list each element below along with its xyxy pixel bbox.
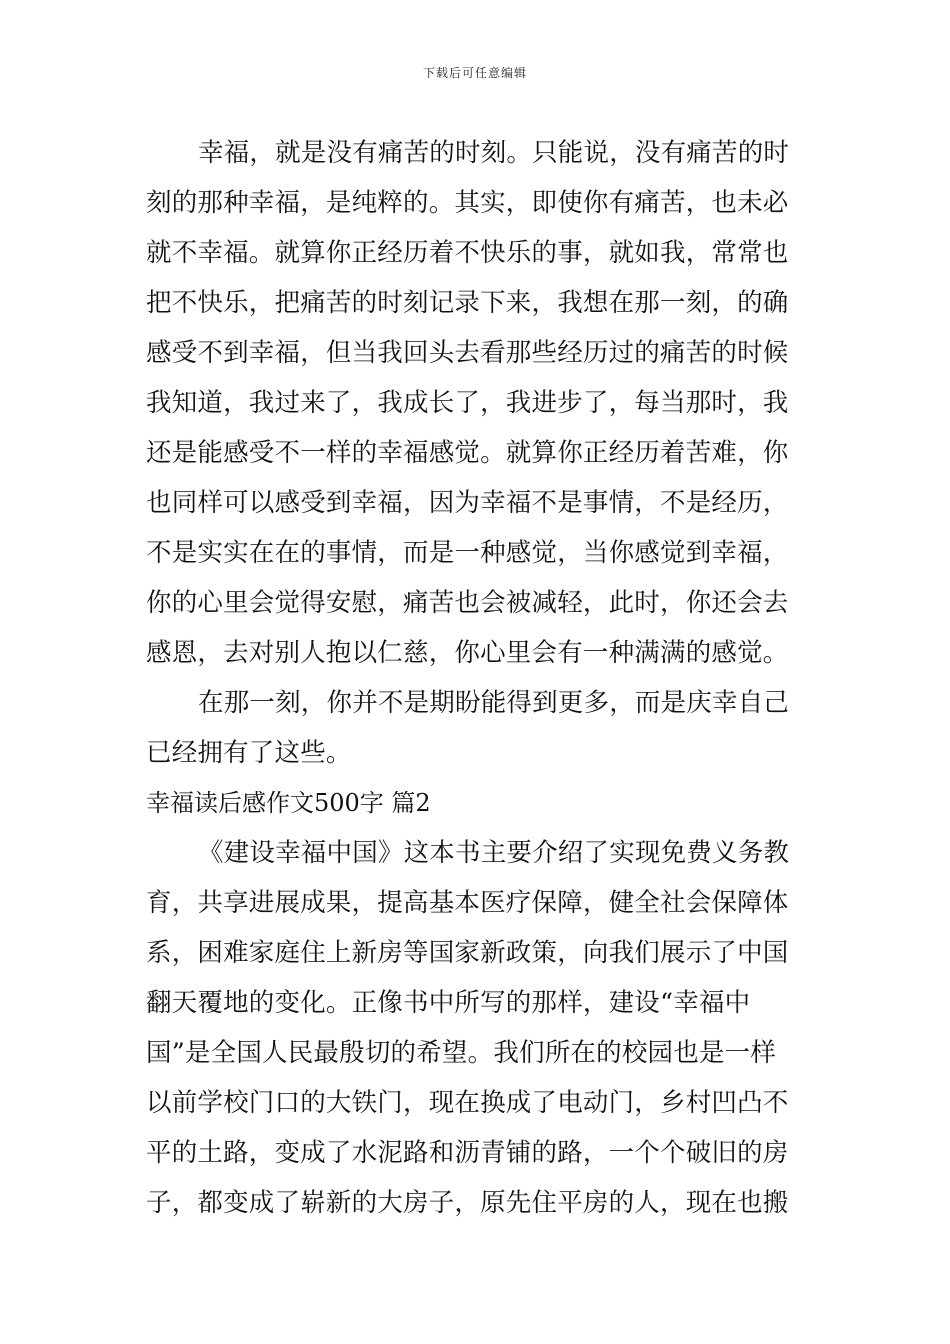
text-line: 幸福，就是没有痛苦的时刻。只能说，没有痛苦的时 xyxy=(198,138,790,168)
text-line: 翻天覆地的变化。正像书中所写的那样，建设“幸福中 xyxy=(146,988,751,1018)
text-line: 不是实实在在的事情，而是一种感觉，当你感觉到幸福， xyxy=(146,538,789,568)
text-line: 已经拥有了这些。 xyxy=(146,738,352,768)
text-line: 以前学校门口的大铁门，现在换成了电动门，乡村凹凸不 xyxy=(146,1088,789,1118)
text-line: 就不幸福。就算你正经历着不快乐的事，就如我，常常也 xyxy=(146,238,789,268)
document-body xyxy=(146,128,806,1228)
text-line: 也同样可以感受到幸福，因为幸福不是事情，不是经历， xyxy=(146,488,789,518)
paragraph-3 xyxy=(146,828,806,1228)
text-line: 平的土路，变成了水泥路和沥青铺的路，一个个破旧的房 xyxy=(146,1138,789,1168)
text-line: 还是能感受不一样的幸福感觉。就算你正经历着苦难，你 xyxy=(146,438,789,468)
text-line: 我知道，我过来了，我成长了，我进步了，每当那时，我 xyxy=(146,388,789,418)
paragraph-2 xyxy=(146,678,806,778)
section-heading: 幸福读后感作文500字 篇2 xyxy=(146,789,431,817)
text-line: 你的心里会觉得安慰，痛苦也会被减轻，此时，你还会去 xyxy=(146,588,789,618)
text-line: 刻的那种幸福，是纯粹的。其实，即使你有痛苦，也未必 xyxy=(146,188,789,218)
text-line: 在那一刻，你并不是期盼能得到更多，而是庆幸自己 xyxy=(198,688,790,718)
text-line: 感受不到幸福，但当我回头去看那些经历过的痛苦的时候 xyxy=(146,338,789,368)
text-line: 系，困难家庭住上新房等国家新政策，向我们展示了中国 xyxy=(146,938,789,968)
text-line: 育，共享进展成果，提高基本医疗保障，健全社会保障体 xyxy=(146,888,789,918)
header-note: 下载后可任意编辑 xyxy=(422,66,527,80)
paragraph-1 xyxy=(146,128,806,678)
text-line: 感恩，去对别人抱以仁慈，你心里会有一种满满的感觉。 xyxy=(146,638,789,668)
text-line: 子，都变成了崭新的大房子，原先住平房的人，现在也搬 xyxy=(146,1188,789,1218)
text-line: 把不快乐，把痛苦的时刻记录下来，我想在那一刻，的确 xyxy=(146,288,789,318)
text-line: 国”是全国人民最殷切的希望。我们所在的校园也是一样 xyxy=(146,1038,777,1068)
text-line: 《建设幸福中国》这本书主要介绍了实现免费义务教 xyxy=(198,838,790,868)
